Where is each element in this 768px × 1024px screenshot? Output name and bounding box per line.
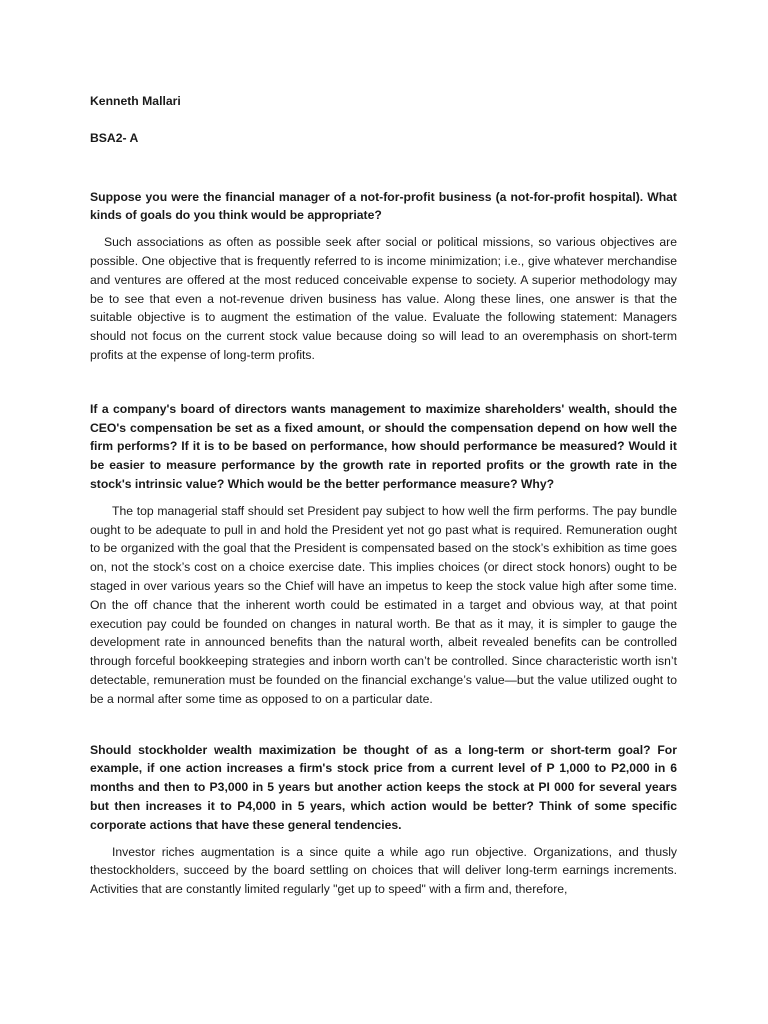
question-2: If a company's board of directors wants management to maximize shareholders' wealth, should the CEO's compensation be set as a fixed amount, or should the compensation depend on how well the firm performs? If it is to be based on performance, how should performance be measured? Would it be easier to measure performance by the growth rate in reported profits or the growth rate in the stock's intrinsic value? Which would be the better performance measure? Why?	[90, 401, 677, 491]
question-1: Suppose you were the financial manager of a not-for-profit business (a not-for-profit hospital). What kinds of goals do you think would be appropriate?	[90, 189, 677, 223]
answer-1: Such associations as often as possible seek after social or political missions, so various objectives are possible. One objective that is frequently referred to is income minimization; i.e., give whatever merchandise and ventures are offered at the most reduced conceivable expense to society. A superior methodology may be to see that even a not-revenue driven business has value. Along these lines, one answer is that the suitable objective is to augment the estimation of the value. Evaluate the following statement: Managers should not focus on the current stock value because doing so will lead to an overemphasis on short-term profits at the expense of long-term profits.	[90, 235, 677, 362]
answer-3: Investor riches augmentation is a since quite a while ago run objective. Organizations, and thusly thestockholders, succeed by the board settling on choices that will deliver long-term earnings increments. Activities that are constantly limited regularly "get up to speed" with a firm and, therefore,	[90, 844, 677, 897]
question-3: Should stockholder wealth maximization be thought of as a long-term or short-term goal? For example, if one action increases a firm's stock price from a current level of P 1,000 to P2,000 in 6 months and then to P3,000 in 5 years but another action keeps the stock at PI 000 for several years but then increases it to P4,000 in 5 years, which action would be better? Think of some specific corporate actions that have these general tendencies.	[90, 742, 677, 832]
document-page	[90, 92, 677, 899]
author-name: Kenneth Mallari	[90, 94, 181, 108]
answer-2: The top managerial staff should set President pay subject to how well the firm performs. The pay bundle ought to be adequate to pull in and hold the President yet not go past what is required. Remuneration ought to be organized with the goal that the President is compensated based on the stock’s exhibition as time goes on, not the stock’s cost on a choice exercise date. This implies choices (or direct stock honors) ought to be staged in over various years so the Chief will have an impetus to keep the stock value high after some time. On the off chance that the inherent worth could be estimated in a target and obvious way, at that point execution pay could be founded on changes in natural worth. Be that as it may, it is simpler to gauge the development rate in announced benefits than the natural worth, albeit revealed benefits can be controlled through forceful bookkeeping strategies and inborn worth can’t be controlled. Since characteristic worth isn’t detectable, remuneration must be founded on the financial exchange’s value—but the value utilized ought to be a normal after some time as opposed to on a particular date.	[90, 503, 677, 706]
class-section: BSA2- A	[90, 130, 139, 145]
